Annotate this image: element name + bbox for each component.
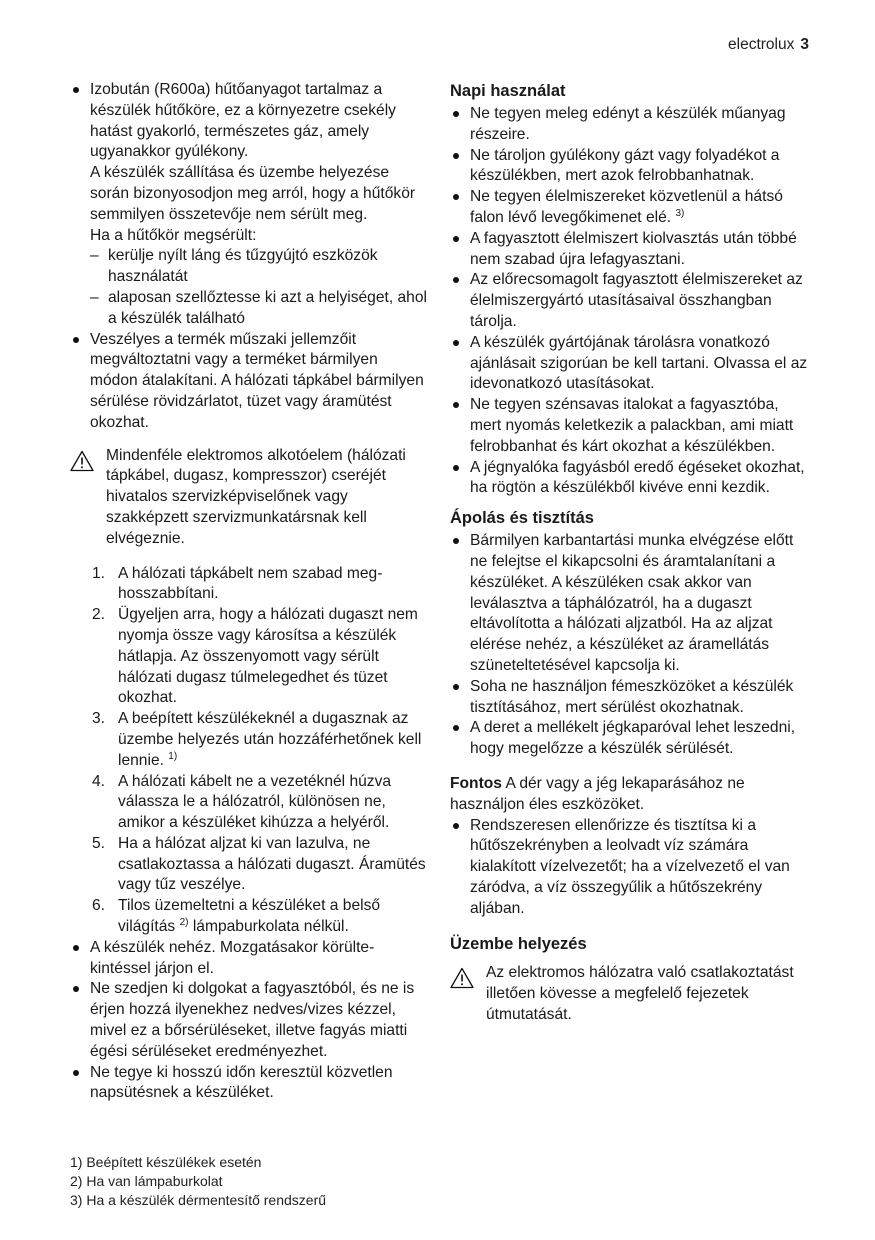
list-item: Veszélyes a termék műszaki jellemzőit megváltoztatni vagy a terméket bármilyen módon átalakítani. A hálózati tápkábel bármilyen sérülése rövidzárlatot, tüzet vagy áramütést okozhat. xyxy=(70,330,428,434)
dash-list xyxy=(90,246,428,329)
section-title-care-cleaning: Ápolás és tisztítás xyxy=(450,509,594,528)
paragraph: Ha a hűtőkör megsérült: xyxy=(90,226,257,244)
numbered-item xyxy=(92,896,428,938)
footnote-ref: 2) xyxy=(179,916,189,928)
important-list xyxy=(450,816,810,920)
item-number: 5. xyxy=(92,834,106,852)
warning-triangle-icon xyxy=(70,450,94,472)
brand-name: electrolux xyxy=(728,36,795,53)
list-item: Soha ne használjon fémeszközöket a készülék tisztításához, mert sérülést okozhatnak. xyxy=(450,677,810,719)
list-item: Bármilyen karbantartási munka elvégzése előtt ne felejtse el kikapcsolni és áramtalanítani a készüléket. A készüléken csak akkor van leválasztva a táphálózatról, ha a dugaszt eltávolította a hálózati aljzatból. Ha az aljzat elérése nehéz, a készüléket az áramellátás szüneteltetésével kapcsolja ki. xyxy=(450,531,810,677)
left-column xyxy=(70,80,428,1104)
dash-item: – alaposan szellőztesse ki azt a helyiséget, ahol a készülék található xyxy=(90,288,428,330)
list-item: Rendszeresen ellenőrizze és tisztítsa ki a hűtőszekrényben a leolvadt víz számára kialakított vízelvezetőt; ha a vízelvezető el van záródva, a víz összegyűlik a hűtőszekrény aljában. xyxy=(450,816,810,920)
footnote: 2) Ha van lámpaburkolat xyxy=(70,1173,223,1189)
list-item: Ne tegyen szénsavas italokat a fagyasztóba, mert nyomás keletkezik a palackban, ami miatt felrobbanhat és kárt okozhat a készülékben. xyxy=(450,395,810,457)
paragraph: A készülék szállítása és üzembe helyezése során bizonyosodjon meg arról, hogy a hűtőkör semmilyen összetevője nem sérült meg. xyxy=(90,164,416,223)
list-item: Ne tároljon gyúlékony gázt vagy folyadékot a készülékben, mert azok felrobbanhatnak. xyxy=(450,146,810,188)
list-item: A jégnyalóka fagyásból eredő égéseket okozhat, ha rögtön a készülékből kivéve enni kezdik. xyxy=(450,458,810,500)
item-number: 2. xyxy=(92,606,106,624)
list-item: Ne szedjen ki dolgokat a fagyasztóból, és ne is érjen hozzá ilyenekhez nedves/vizes kézzel, mivel ez a bőrsérüléseket, illetve fagyás miatti égési sérüléseket eredményezhet. xyxy=(70,979,428,1062)
list-item: Ne tegye ki hosszú időn keresztül közvetlen napsütésnek a készüléket. xyxy=(70,1063,428,1105)
numbered-item xyxy=(92,709,428,771)
section-title-daily-use: Napi használat xyxy=(450,82,566,100)
page-number: 3 xyxy=(800,36,809,53)
warning-text: Mindenféle elektromos alkotóelem (hálózati tápkábel, dugasz, kompresszor) cseréjét hivatalos szervizképviselőnek vagy szakképzett szervizmunkatársnak kell elvégeznie. xyxy=(106,446,406,547)
list-item: A fagyasztott élelmiszert kiolvasztás után többé nem szabad újra lefagyasztani. xyxy=(450,229,810,271)
list-item: A készülék nehéz. Mozgatásakor körültekintéssel járjon el. xyxy=(70,938,428,980)
important-text: A dér vagy a jég lekaparásához ne használjon éles eszközöket. xyxy=(450,774,745,813)
footnote-ref: 1) xyxy=(168,750,178,762)
item-text: Ha a hálózat aljzat ki van lazulva, ne csatlakoztassa a hálózati dugaszt. Áramütés vagy tűz veszélye. xyxy=(118,834,426,894)
item-text: lámpaburkolata nélkül. xyxy=(192,918,349,936)
numbered-item xyxy=(92,564,428,606)
warning-note xyxy=(70,446,428,550)
daily-use-list xyxy=(450,104,810,499)
important-label: Fontos xyxy=(450,774,502,792)
item-text: Ügyeljen arra, hogy a hálózati dugaszt nem nyomja össze vagy károsítsa a készülék hátlapja. Az összenyomott vagy sérült hálózati dugasz túlmelegedhet és tüzet okozhat. xyxy=(118,606,418,707)
item-text: Ne tegyen élelmiszereket közvetlenül a hátsó falon lévő levegőkimenet elé. xyxy=(470,188,783,226)
safety-list xyxy=(70,80,428,434)
footnote: 3) Ha a készülék dérmentesítő rendszerű xyxy=(70,1192,327,1208)
warning-text: Az elektromos hálózatra való csatlakoztatást illetően kövesse a megfelelő fejezetek útmutatását. xyxy=(486,964,794,1024)
footnote: 1) Beépített készülékek esetén xyxy=(70,1154,262,1170)
list-item xyxy=(70,80,428,330)
item-number: 4. xyxy=(92,772,106,790)
numbered-item xyxy=(92,605,428,709)
footnotes xyxy=(70,1153,326,1210)
list-item: Az előrecsomagolt fagyasztott élelmiszereket az élelmiszergyártó utasításaival összhangban tárolja. xyxy=(450,270,810,332)
numbered-item xyxy=(92,772,428,834)
numbered-item xyxy=(92,834,428,896)
item-text: A hálózati tápkábelt nem szabad meghosszabbítani. xyxy=(118,564,383,603)
item-text: A beépített készülékeknél a dugasznak az üzembe helyezés után hozzáférhetőnek kell lennie. xyxy=(118,710,422,769)
item-number: 3. xyxy=(92,710,106,728)
care-cleaning-list xyxy=(450,531,810,760)
paragraph: Izobután (R600a) hűtőanyagot tartalmaz a készülék hűtőköre, ez a környezetre csekély hatást gyakorló, természetes gáz, amely ugyanakkor gyúlékony. xyxy=(90,81,396,161)
list-item xyxy=(450,187,810,229)
list-item: A deret a mellékelt jégkaparóval lehet leszedni, hogy megelőzze a készülék sérülését. xyxy=(450,718,810,760)
warning-triangle-icon xyxy=(450,967,474,989)
section-title-installation: Üzembe helyezés xyxy=(450,935,587,954)
item-text: Tilos üzemeltetni a készüléket a belső világítás xyxy=(118,897,381,936)
numbered-list xyxy=(92,564,428,938)
right-column xyxy=(450,80,810,1040)
item-number: 6. xyxy=(92,897,106,915)
important-note xyxy=(450,774,810,816)
dash-item: – kerülje nyílt láng és tűzgyújtó eszközök használatát xyxy=(90,246,428,288)
footnote-ref: 3) xyxy=(675,207,685,219)
item-text: A hálózati kábelt ne a vezetéknél húzva válassza le a hálózatról, különösen ne, amikor a készüléket kihúzza a helyéről. xyxy=(118,772,392,832)
list-item: Ne tegyen meleg edényt a készülék műanyag részeire. xyxy=(450,104,810,146)
page-header xyxy=(728,36,809,54)
item-number: 1. xyxy=(92,564,106,582)
warning-note xyxy=(450,963,810,1025)
safety-list-2 xyxy=(70,938,428,1104)
list-item: A készülék gyártójának tárolásra vonatkozó ajánlásait szigorúan be kell tartani. Olvassa el az idevonatkozó utasításokat. xyxy=(450,333,810,395)
